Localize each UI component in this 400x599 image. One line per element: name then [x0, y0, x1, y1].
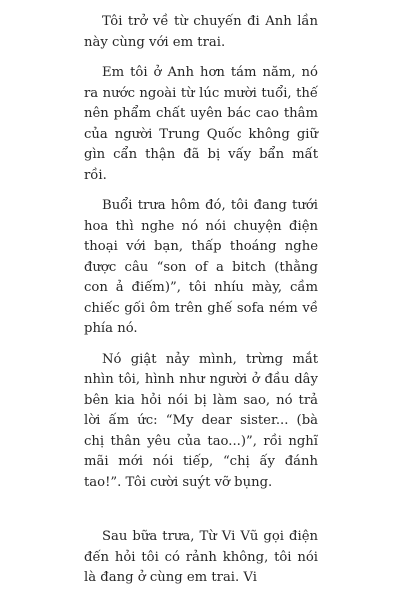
paragraph-5: Sau bữa trưa, Từ Vi Vũ gọi điện đến hỏi tôi có rảnh không, tôi nói là đang ở cùng em trai. Vi [84, 529, 318, 585]
paragraph-3: Buổi trưa hôm đó, tôi đang tưới hoa thì nghe nó nói chuyện điện thoại với bạn, thấp thoáng nghe được câu “son of a bitch (thằng con ả điếm)”, tôi nhíu mày, cầm chiếc gối ôm trên ghế sofa ném về phía nó. [84, 198, 318, 336]
paragraph-4: Nó giật nảy mình, trừng mắt nhìn tôi, hình như người ở đầu dây bên kia hỏi nói bị làm sao, nó trả lời ấm ức: “My dear sister... (bà chị thân yêu của tao...)”, rồi nghĩ mãi mới nói tiếp, “chị ấy đánh tao!”. Tôi cười suýt vỡ bụng. [84, 351, 318, 490]
paragraph-1: Tôi trở về từ chuyến đi Anh lần này cùng với em trai. [84, 14, 318, 50]
body-text [84, 12, 318, 599]
paragraph-2: Em tôi ở Anh hơn tám năm, nó ra nước ngoài từ lúc mười tuổi, thế nên phẩm chất uyên bác cao thâm của người Trung Quốc không giữ gìn cẩn thận đã bị vấy bẩn mất rồi. [84, 65, 318, 183]
